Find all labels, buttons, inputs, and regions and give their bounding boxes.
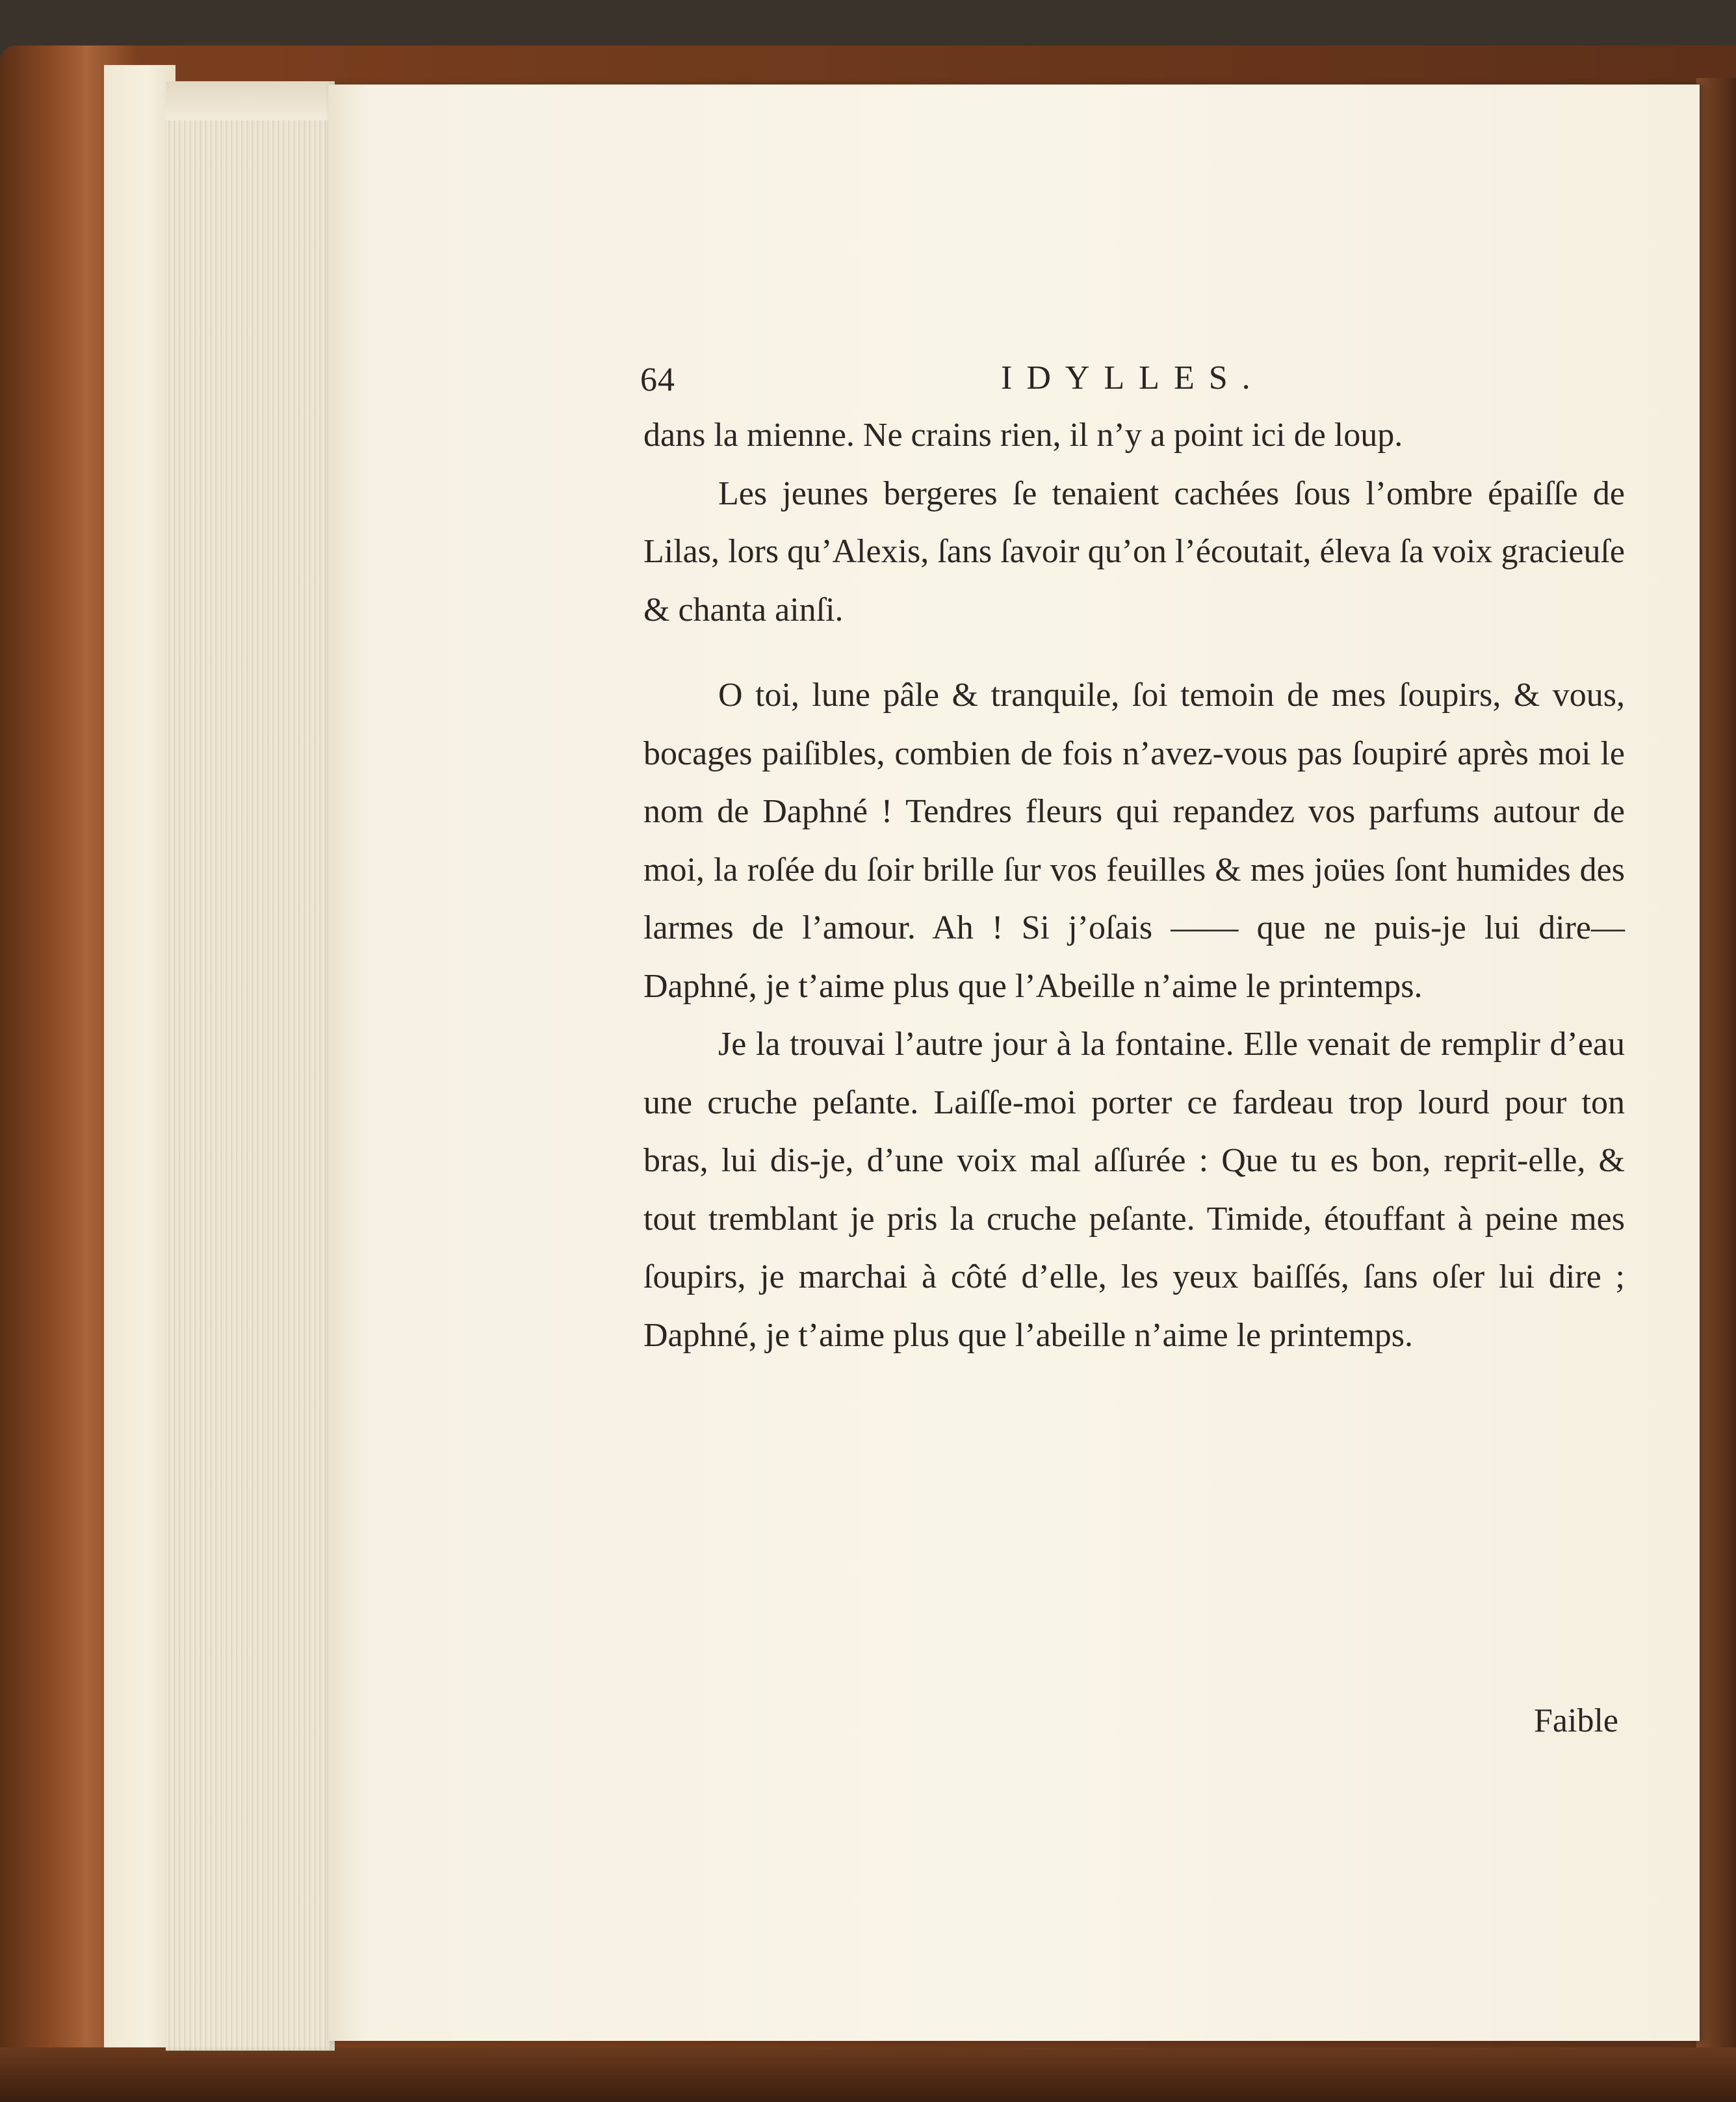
page-edges-stack [166,81,335,2051]
cover-bottom-edge [0,2047,1736,2102]
page-number: 64 [640,361,675,398]
paragraph-continuation: dans la mienne. Ne crains rien, il n’y a point ici de loup. [643,417,1403,454]
paragraph-song: O toi, lune pâle & tranquile, ſoi temoin de mes ſoupirs, & vous, bocages paiſibles, combien de fois n’avez-vous pas ſoupiré après moi le nom de Daphné ! Tendres fleurs qui repandez vos parfums autour de moi, la roſée du ſoir brille ſur vos feuilles & mes joües ſont humides des larmes de l’amour. Ah ! Si j’oſais —— que ne puis-je lui dire— Daphné, je t’aime plus que l’Abeille n’aime le printemps. [643,677,1625,1005]
paragraph-fontaine: Je la trouvai l’autre jour à la fontaine. Elle venait de remplir d’eau une cruche peſante. Laiſſe-moi porter ce fardeau trop lourd pour ton bras, lui dis-je, d’une voix mal aſſurée : Que tu es bon, reprit-elle, & tout tremblant je pris la cruche peſante. Timide, étouffant à peine mes ſoupirs, je marchai à côté d’elle, les yeux baiſſés, ſans oſer lui dire ; Daphné, je t’aime plus que l’abeille n’aime le printemps. [643,1026,1625,1354]
catchword: Faible [1534,1702,1618,1739]
running-title: IDYLLES. [1001,359,1265,396]
paragraph-bergeres: Les jeunes bergeres ſe tenaient cachées ſous l’ombre épaiſſe de Lilas, lors qu’Alexis, ſans ſavoir qu’on l’écoutait, éleva ſa voix gracieuſe & chanta ainſi. [643,474,1625,629]
cover-right-edge [1696,78,1736,2102]
endpaper [104,65,175,2047]
body-text [643,406,1625,1364]
